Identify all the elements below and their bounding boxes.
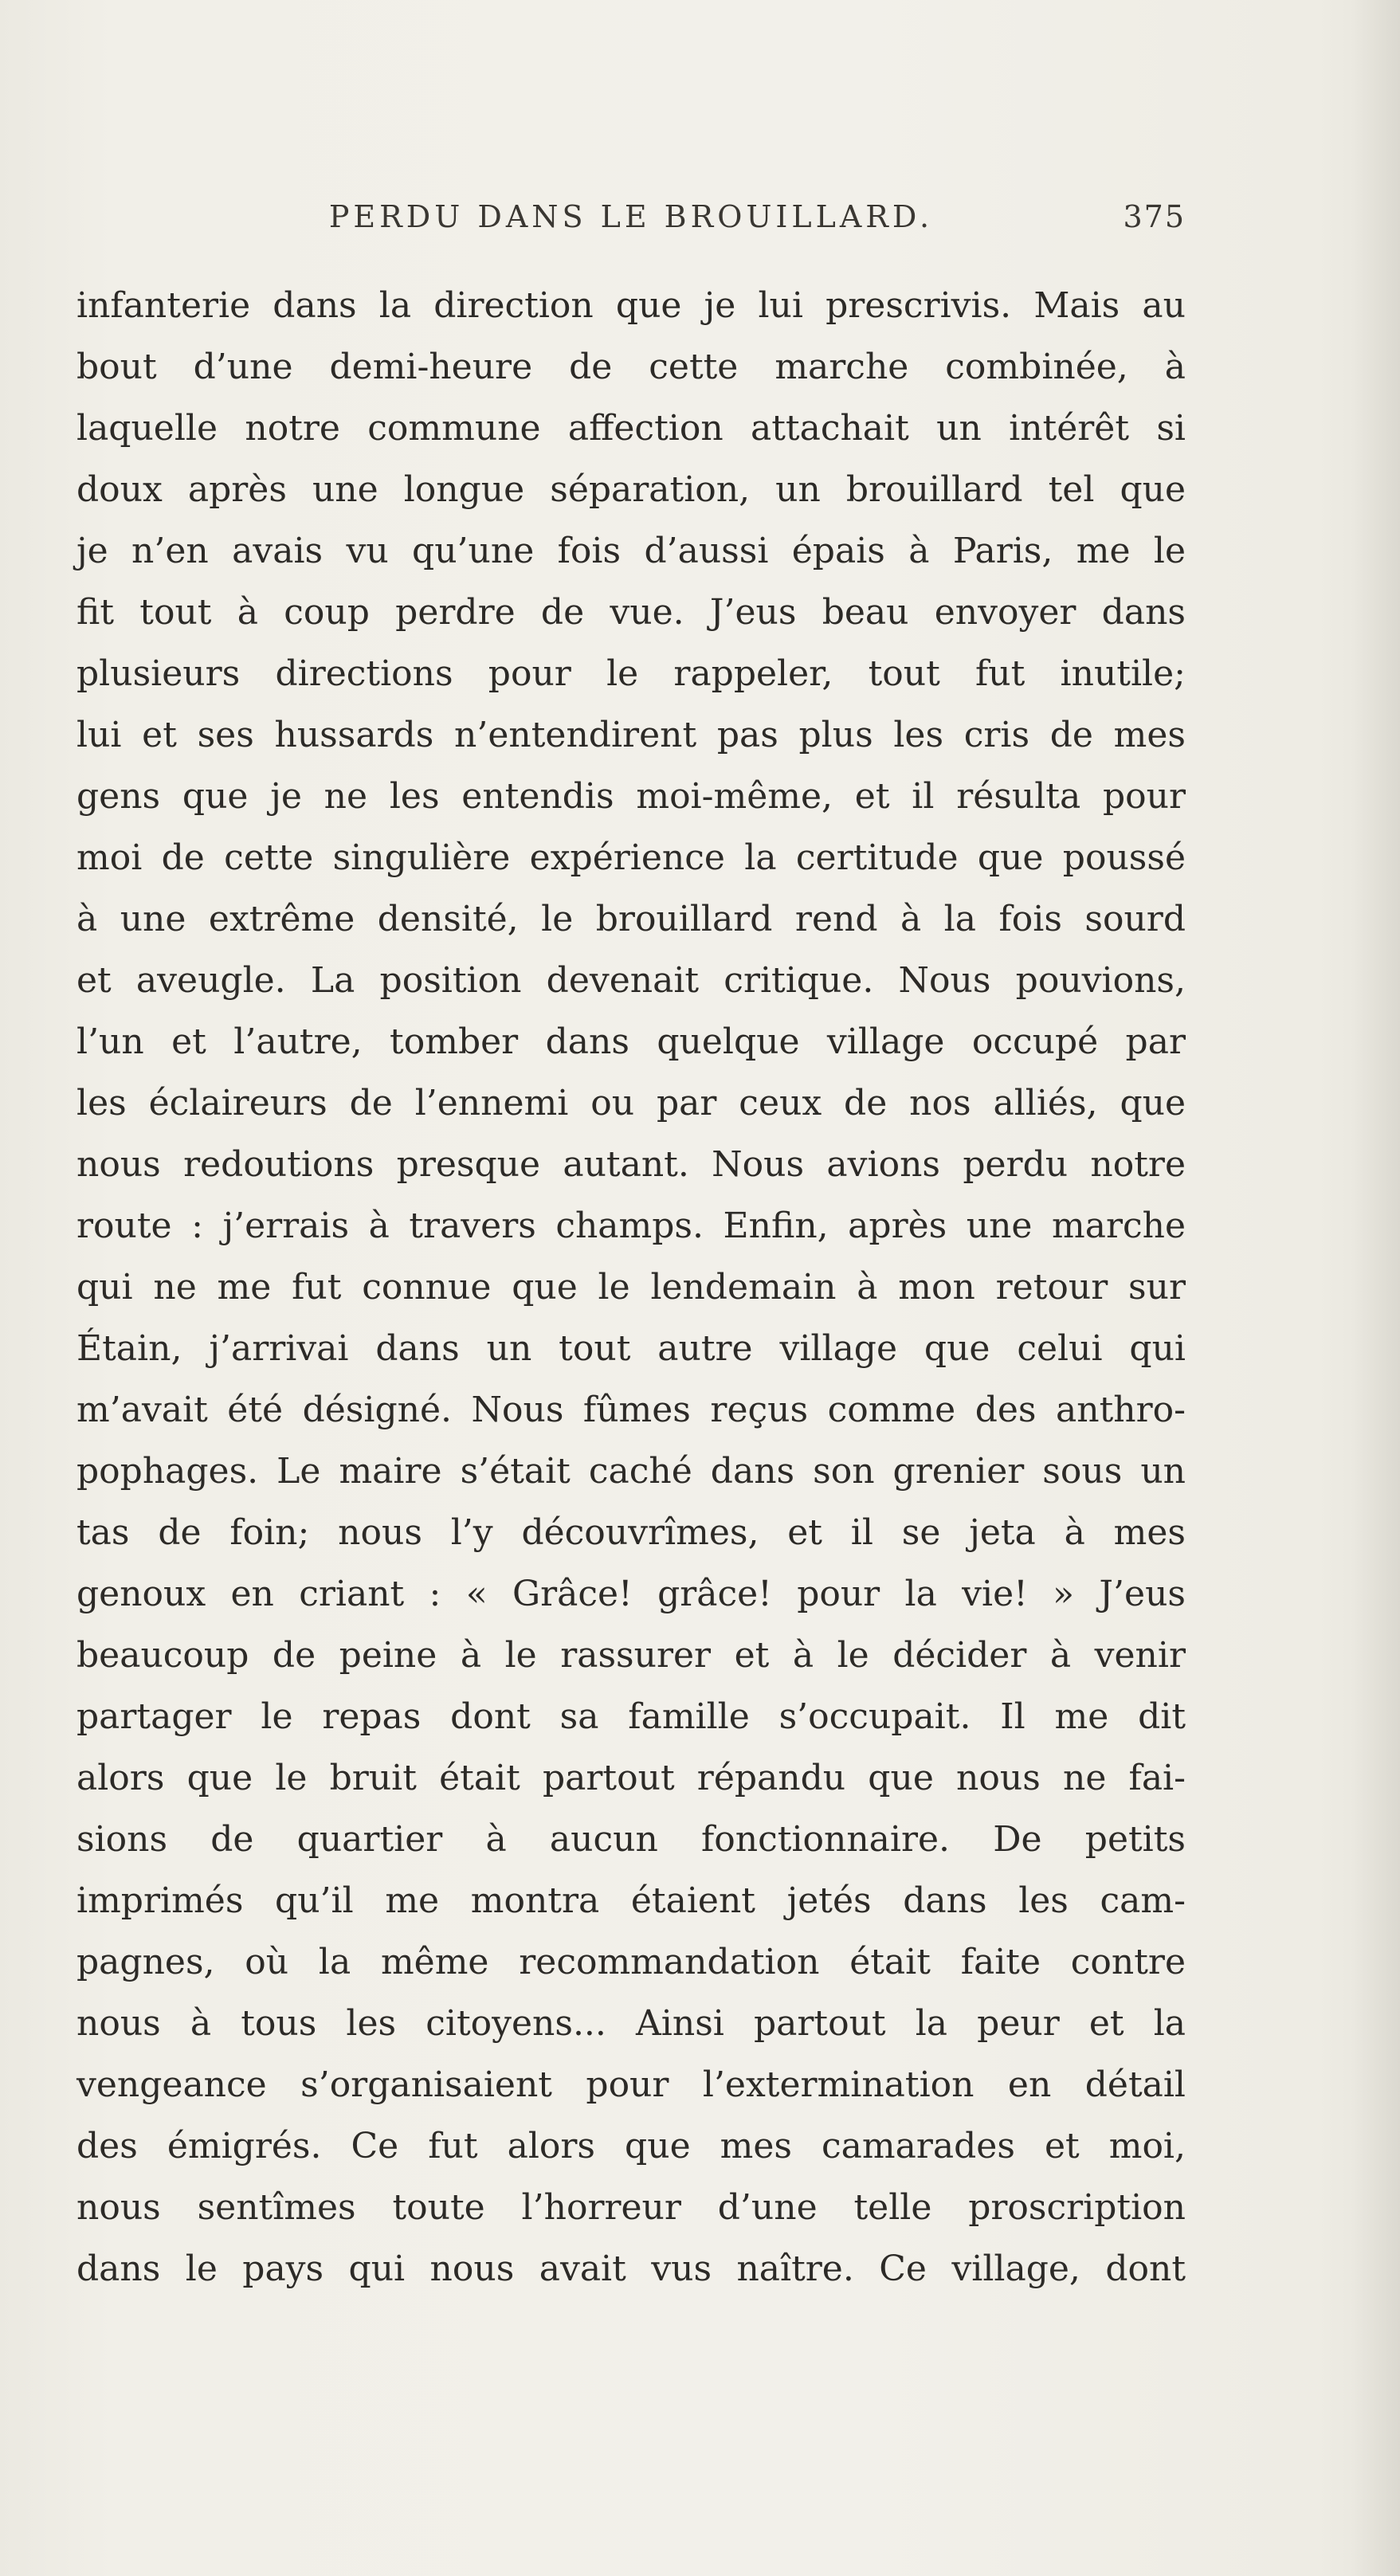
text-line: fit tout à coup perdre de vue. J’eus beau envoyer dans (76, 592, 1186, 633)
text-line: laquelle notre commune affection attachait un intérêt si (76, 408, 1186, 449)
text-line: à une extrême densité, le brouillard rend à la fois sourd (76, 899, 1186, 939)
text-line: imprimés qu’il me montra étaient jetés dans les cam- (76, 1880, 1186, 1921)
text-line: nous à tous les citoyens... Ainsi partout la peur et la (76, 2003, 1186, 2044)
page-edge-shadow (1352, 0, 1400, 2576)
text-line: vengeance s’organisaient pour l’extermination en détail (76, 2064, 1186, 2105)
text-line: qui ne me fut connue que le lendemain à mon retour sur (76, 1267, 1186, 1308)
page-number: 375 (1123, 199, 1186, 234)
text-line: m’avait été désigné. Nous fûmes reçus comme des anthro- (76, 1390, 1186, 1430)
text-line: pagnes, où la même recommandation était faite contre (76, 1942, 1186, 1982)
text-line: infanterie dans la direction que je lui prescrivis. Mais au (76, 285, 1186, 326)
text-line: lui et ses hussards n’entendirent pas plus les cris de mes (76, 715, 1186, 755)
text-line: doux après une longue séparation, un brouillard tel que (76, 469, 1186, 510)
running-head-title: PERDU DANS LE BROUILLARD. (328, 199, 934, 234)
text-line: Étain, j’arrivai dans un tout autre village que celui qui (76, 1328, 1186, 1369)
text-line: plusieurs directions pour le rappeler, tout fut inutile; (76, 653, 1186, 694)
text-line: nous sentîmes toute l’horreur d’une telle proscription (76, 2187, 1186, 2228)
running-head (76, 199, 1186, 247)
body-text (76, 275, 1186, 2300)
text-line: dans le pays qui nous avait vus naître. Ce village, dont (76, 2249, 1186, 2289)
text-line: les éclaireurs de l’ennemi ou par ceux de nos alliés, que (76, 1083, 1186, 1123)
text-line: l’un et l’autre, tomber dans quelque village occupé par (76, 1021, 1186, 1062)
text-line: route : j’errais à travers champs. Enfin, après une marche (76, 1206, 1186, 1246)
text-line: moi de cette singulière expérience la certitude que poussé (76, 837, 1186, 878)
text-line: genoux en criant : « Grâce! grâce! pour la vie! » J’eus (76, 1574, 1186, 1614)
text-line: alors que le bruit était partout répandu que nous ne fai- (76, 1758, 1186, 1798)
text-line: des émigrés. Ce fut alors que mes camarades et moi, (76, 2126, 1186, 2166)
text-line: sions de quartier à aucun fonctionnaire. De petits (76, 1819, 1186, 1860)
text-line: bout d’une demi-heure de cette marche combinée, à (76, 347, 1186, 387)
text-line: pophages. Le maire s’était caché dans son grenier sous un (76, 1451, 1186, 1492)
text-line: je n’en avais vu qu’une fois d’aussi épais à Paris, me le (76, 531, 1186, 571)
text-line: nous redoutions presque autant. Nous avions perdu notre (76, 1144, 1186, 1185)
text-line: gens que je ne les entendis moi-même, et il résulta pour (76, 776, 1186, 817)
text-line: tas de foin; nous l’y découvrîmes, et il se jeta à mes (76, 1512, 1186, 1553)
text-line: partager le repas dont sa famille s’occupait. Il me dit (76, 1696, 1186, 1737)
text-line: et aveugle. La position devenait critique. Nous pouvions, (76, 960, 1186, 1001)
text-line: beaucoup de peine à le rassurer et à le décider à venir (76, 1635, 1186, 1676)
